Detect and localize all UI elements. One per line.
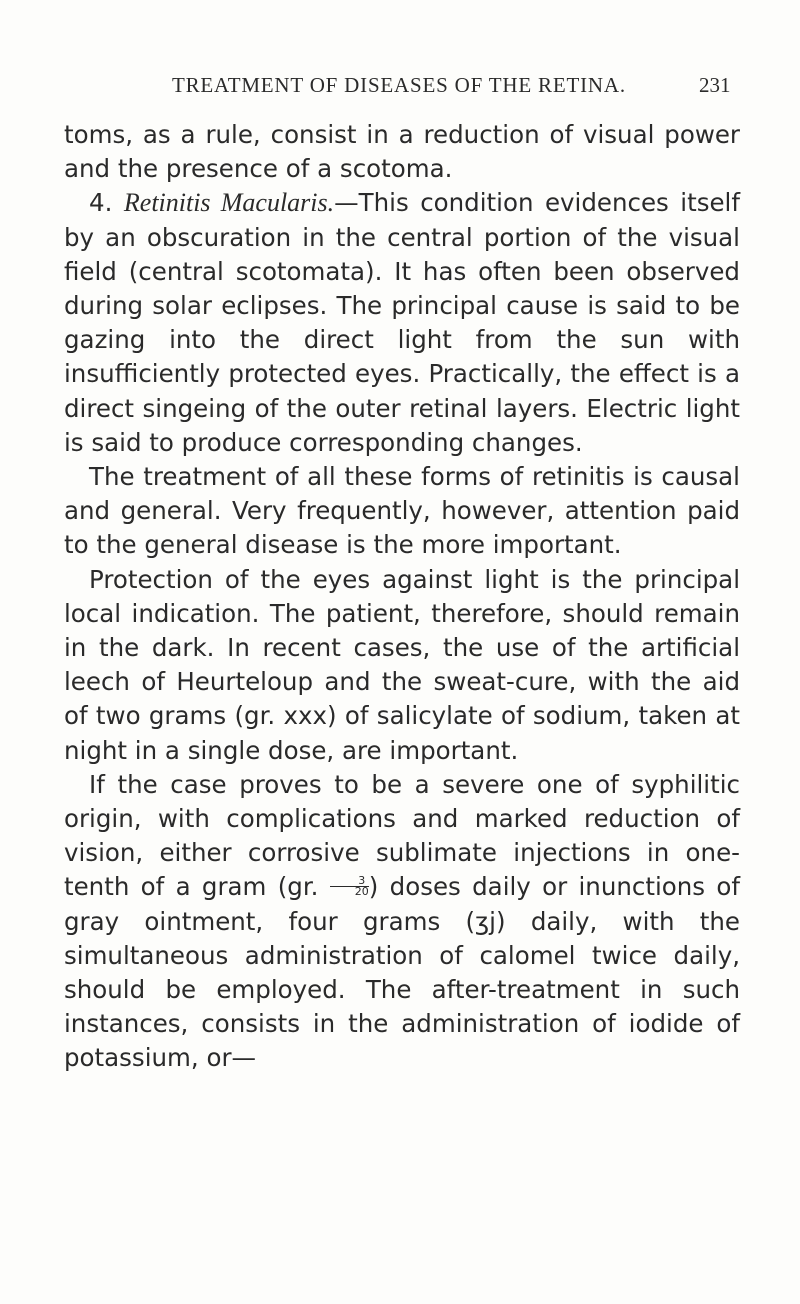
- paragraph-protection: [64, 563, 740, 768]
- paragraph-text: Protection of the eyes against light is the principal local indication. The patient, therefore, should remain in the dark. In recent cases, the use of the artificial leech of Heurteloup and the sweat-cure, with the aid of two grams (gr. xxx) of salicylate of sodium, taken at night in a single dose, are important.: [64, 564, 740, 765]
- paragraph-text: If the case proves to be a severe one of syphilitic origin, with complications and marked reduction of vision, either corrosive sublimate injections in one-tenth of a gram (gr.: [64, 769, 740, 902]
- running-head: TREATMENT OF DISEASES OF THE RETINA.: [172, 73, 626, 97]
- page-number: 231: [699, 73, 731, 97]
- section-number: 4.: [89, 188, 113, 218]
- paragraph-text: ) doses daily or inunctions of gray ointment, four grams (ʒj) daily, with the simultaneous administration of calomel twice daily, should be employed. The after-treatment in such instances, consists in the administration of iodide of potassium, or—: [64, 872, 740, 1073]
- paragraph-text: toms, as a rule, consist in a reduction of visual power and the presence of a scotoma.: [64, 120, 740, 184]
- paragraph-continuation: [64, 118, 740, 186]
- paragraph-text: —This condition evidences itself by an obscuration in the central portion of the visual field (central scotomata). It has often been observed during solar eclipses. The principal cause is said to be gazing into the direct light from the sun with insufficiently protected eyes. Practically, the effect is a direct singeing of the outer retinal layers. Electric light is said to produce corresponding changes.: [64, 188, 740, 457]
- paragraph-treatment: [64, 460, 740, 563]
- fraction-denominator: 20: [354, 884, 369, 898]
- paragraph-syphilitic: [64, 768, 740, 1076]
- body-text: [64, 118, 740, 1076]
- paragraph-text: The treatment of all these forms of retinitis is causal and general. Very frequently, however, attention paid to the general disease is the more important.: [64, 462, 740, 560]
- section-title: Retinitis Macularis.: [123, 188, 335, 218]
- fraction: [330, 873, 369, 898]
- fraction-numerator: 3: [330, 876, 369, 887]
- paragraph-retinitis-macularis: [64, 186, 740, 460]
